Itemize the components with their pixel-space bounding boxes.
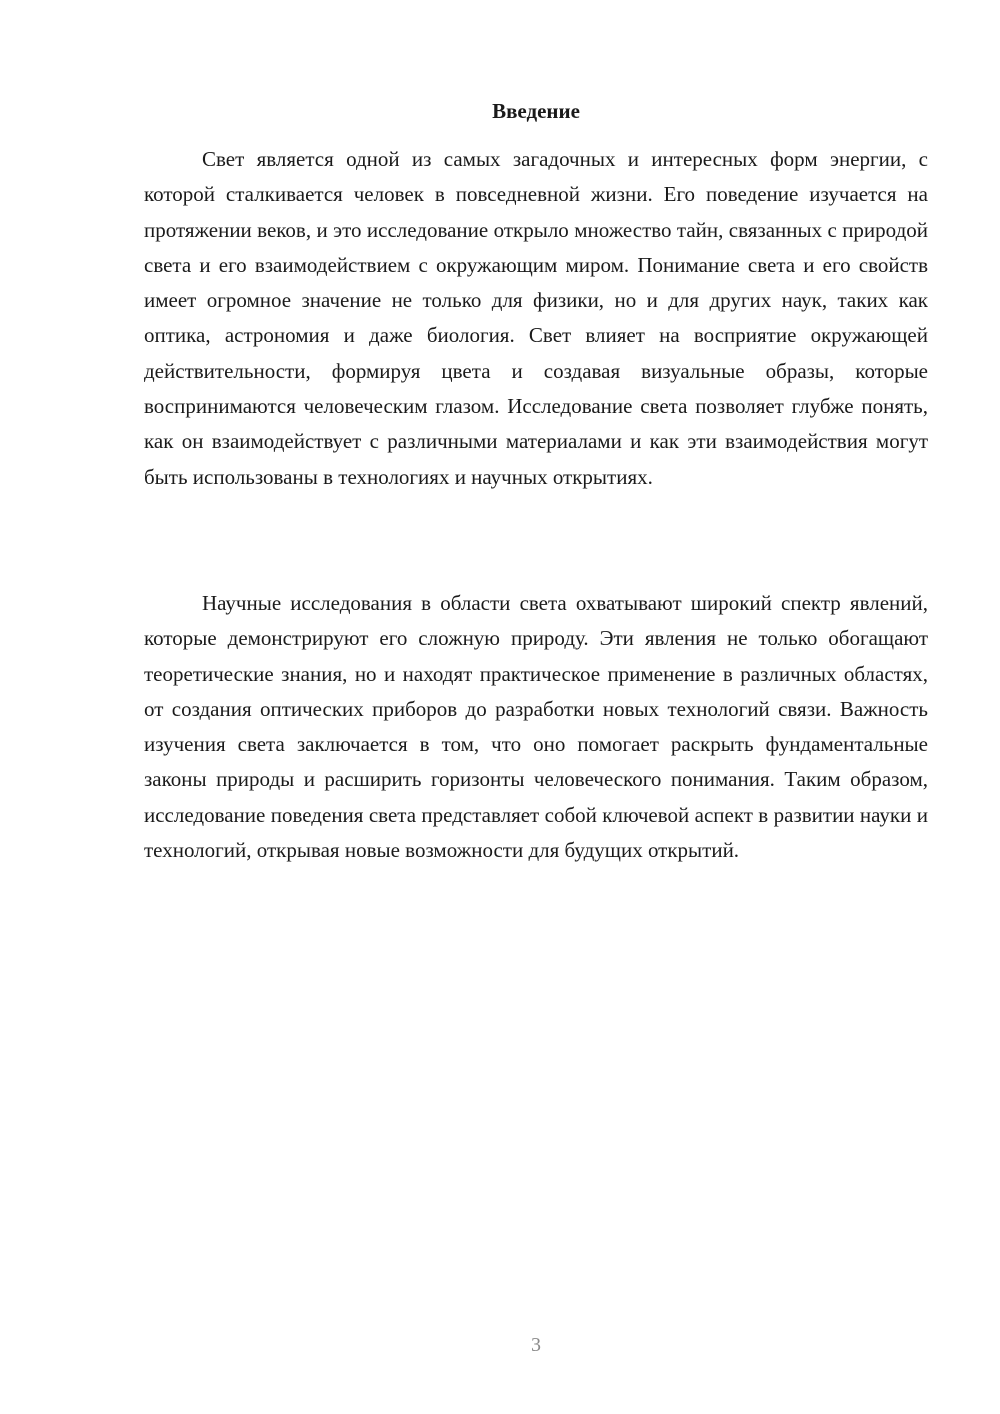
paragraph-1: Свет является одной из самых загадочных и интересных форм энергии, с которой сталкивается человек в повседневной жизни. Его поведение изучается на протяжении веков, и это исследование открыло множество тайн, связанных с природой света и его взаимодействием с окружающим миром. Понимание света и его свойств имеет огромное значение не только для физики, но и для других наук, таких как оптика, астрономия и даже биология. Свет влияет на восприятие окружающей действительности, формируя цвета и создавая визуальные образы, которые воспринимаются человеческим глазом. Исследование света позволяет глубже понять, как он взаимодействует с различными материалами и как эти взаимодействия могут быть использованы в технологиях и научных открытиях.: [144, 147, 928, 489]
section-title: Введение: [492, 99, 580, 123]
paragraph-2: Научные исследования в области света охватывают широкий спектр явлений, которые демонстрируют его сложную природу. Эти явления не только обогащают теоретические знания, но и находят практическое применение в различных областях, от создания оптических приборов до разработки новых технологий связи. Важность изучения света заключается в том, что оно помогает раскрыть фундаментальные законы природы и расширить горизонты человеческого понимания. Таким образом, исследование поведения света представляет собой ключевой аспект в развитии науки и технологий, открывая новые возможности для будущих открытий.: [144, 591, 928, 863]
page-number: 3: [531, 1334, 541, 1356]
